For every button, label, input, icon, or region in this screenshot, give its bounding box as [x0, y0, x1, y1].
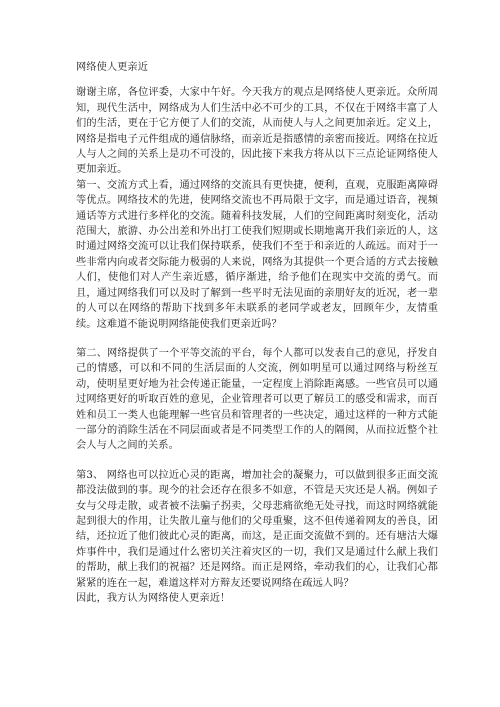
paragraph-opening: 谢谢主席，各位评委，大家中午好。今天我方的观点是网络使人更亲近。众所周知，现代生活中，网络成为人们生活中必不可少的工具，不仅在于网络丰富了人们的生活，更在于它方便了人们的交流，从而使人与人之间更加亲近。定义上，网络是指电子元件组成的通信脉络，而亲近是指感情的亲密而接近。网络在拉近人与人之间的关系上是功不可没的，因此接下来我方将从以下三点论证网络使人更加亲近。	[76, 87, 438, 176]
paragraph-point-one: 第一、交流方式上看，通过网络的交流具有更快捷，便利，直观，克服距离障碍等优点。网络技术的先进，使网络交流也不再局限于文字，而是通过语音，视频通话等方式进行多样化的交流。随着科技发展，人们的空间距离时刻变化，活动范围大，旅游、办公出差和外出打工使我们短期或长期地离开我们亲近的人，这时通过网络交流可以让我们保持联系，使我们不至于和亲近的人疏远。而对于一些非常内向或者交际能力极弱的人来说，网络为其提供一个更合适的方式去接触人们，使他们对人产生亲近感，循序渐进，给予他们在现实中交流的勇气。而且，通过网络我们可以及时了解到一些平时无法见面的亲朋好友的近况，老一辈的人可以在网络的帮助下找到多年未联系的老同学或老友，回顾年少，友情重续。这难道不能说明网络能使我们更亲近吗？	[76, 179, 438, 330]
paragraph-point-three: 第3、 网络也可以拉近心灵的距离，增加社会的凝聚力，可以做到很多正面交流都没法做到的事。现今的社会还存在很多不如意，不管是天灾还是人祸。例如子女与父母走散，或者被不法骗子拐卖，父母悲痛欲绝无处寻找，而这时网络就能起到很大的作用，让失散儿童与他们的父母重聚，这不但传递着网友的善良，团结，还拉近了他们彼此心灵的距离，而这，是正面交流做不到的。还有塘沽大爆炸事件中，我们是通过什么密切关注着灾区的一切，我们又是通过什么献上我们的帮助，献上我们的祝福？还是网络。而正是网络，牵动我们的心，让我们心都紧紧的连在一起，难道这样对方辩友还要说网络在疏远人吗？	[76, 469, 438, 589]
paragraph-conclusion: 因此，我方认为网络使人更亲近！	[76, 593, 231, 604]
document-page	[76, 60, 438, 606]
document-title: 网络使人更亲近	[76, 62, 149, 73]
paragraph-point-two: 第二、网络提供了一个平等交流的平台，每个人都可以发表自己的意见，抒发自己的情感，可以和不同的生活层面的人交流，例如明星可以通过网络与粉丝互动，使明星更好地为社会传递正能量，一定程度上消除距离感。一些官员可以通过网络更好的听取百姓的意见，企业管理者可以更了解员工的感受和需求，而百姓和员工一类人也能理解一些官员和管理者的一些决定，通过这样的一种方式能一部分的消除生活在不同层面或者是不同类型工作的人的隔阂，从而拉近整个社会人与人之间的关系。	[76, 347, 438, 452]
